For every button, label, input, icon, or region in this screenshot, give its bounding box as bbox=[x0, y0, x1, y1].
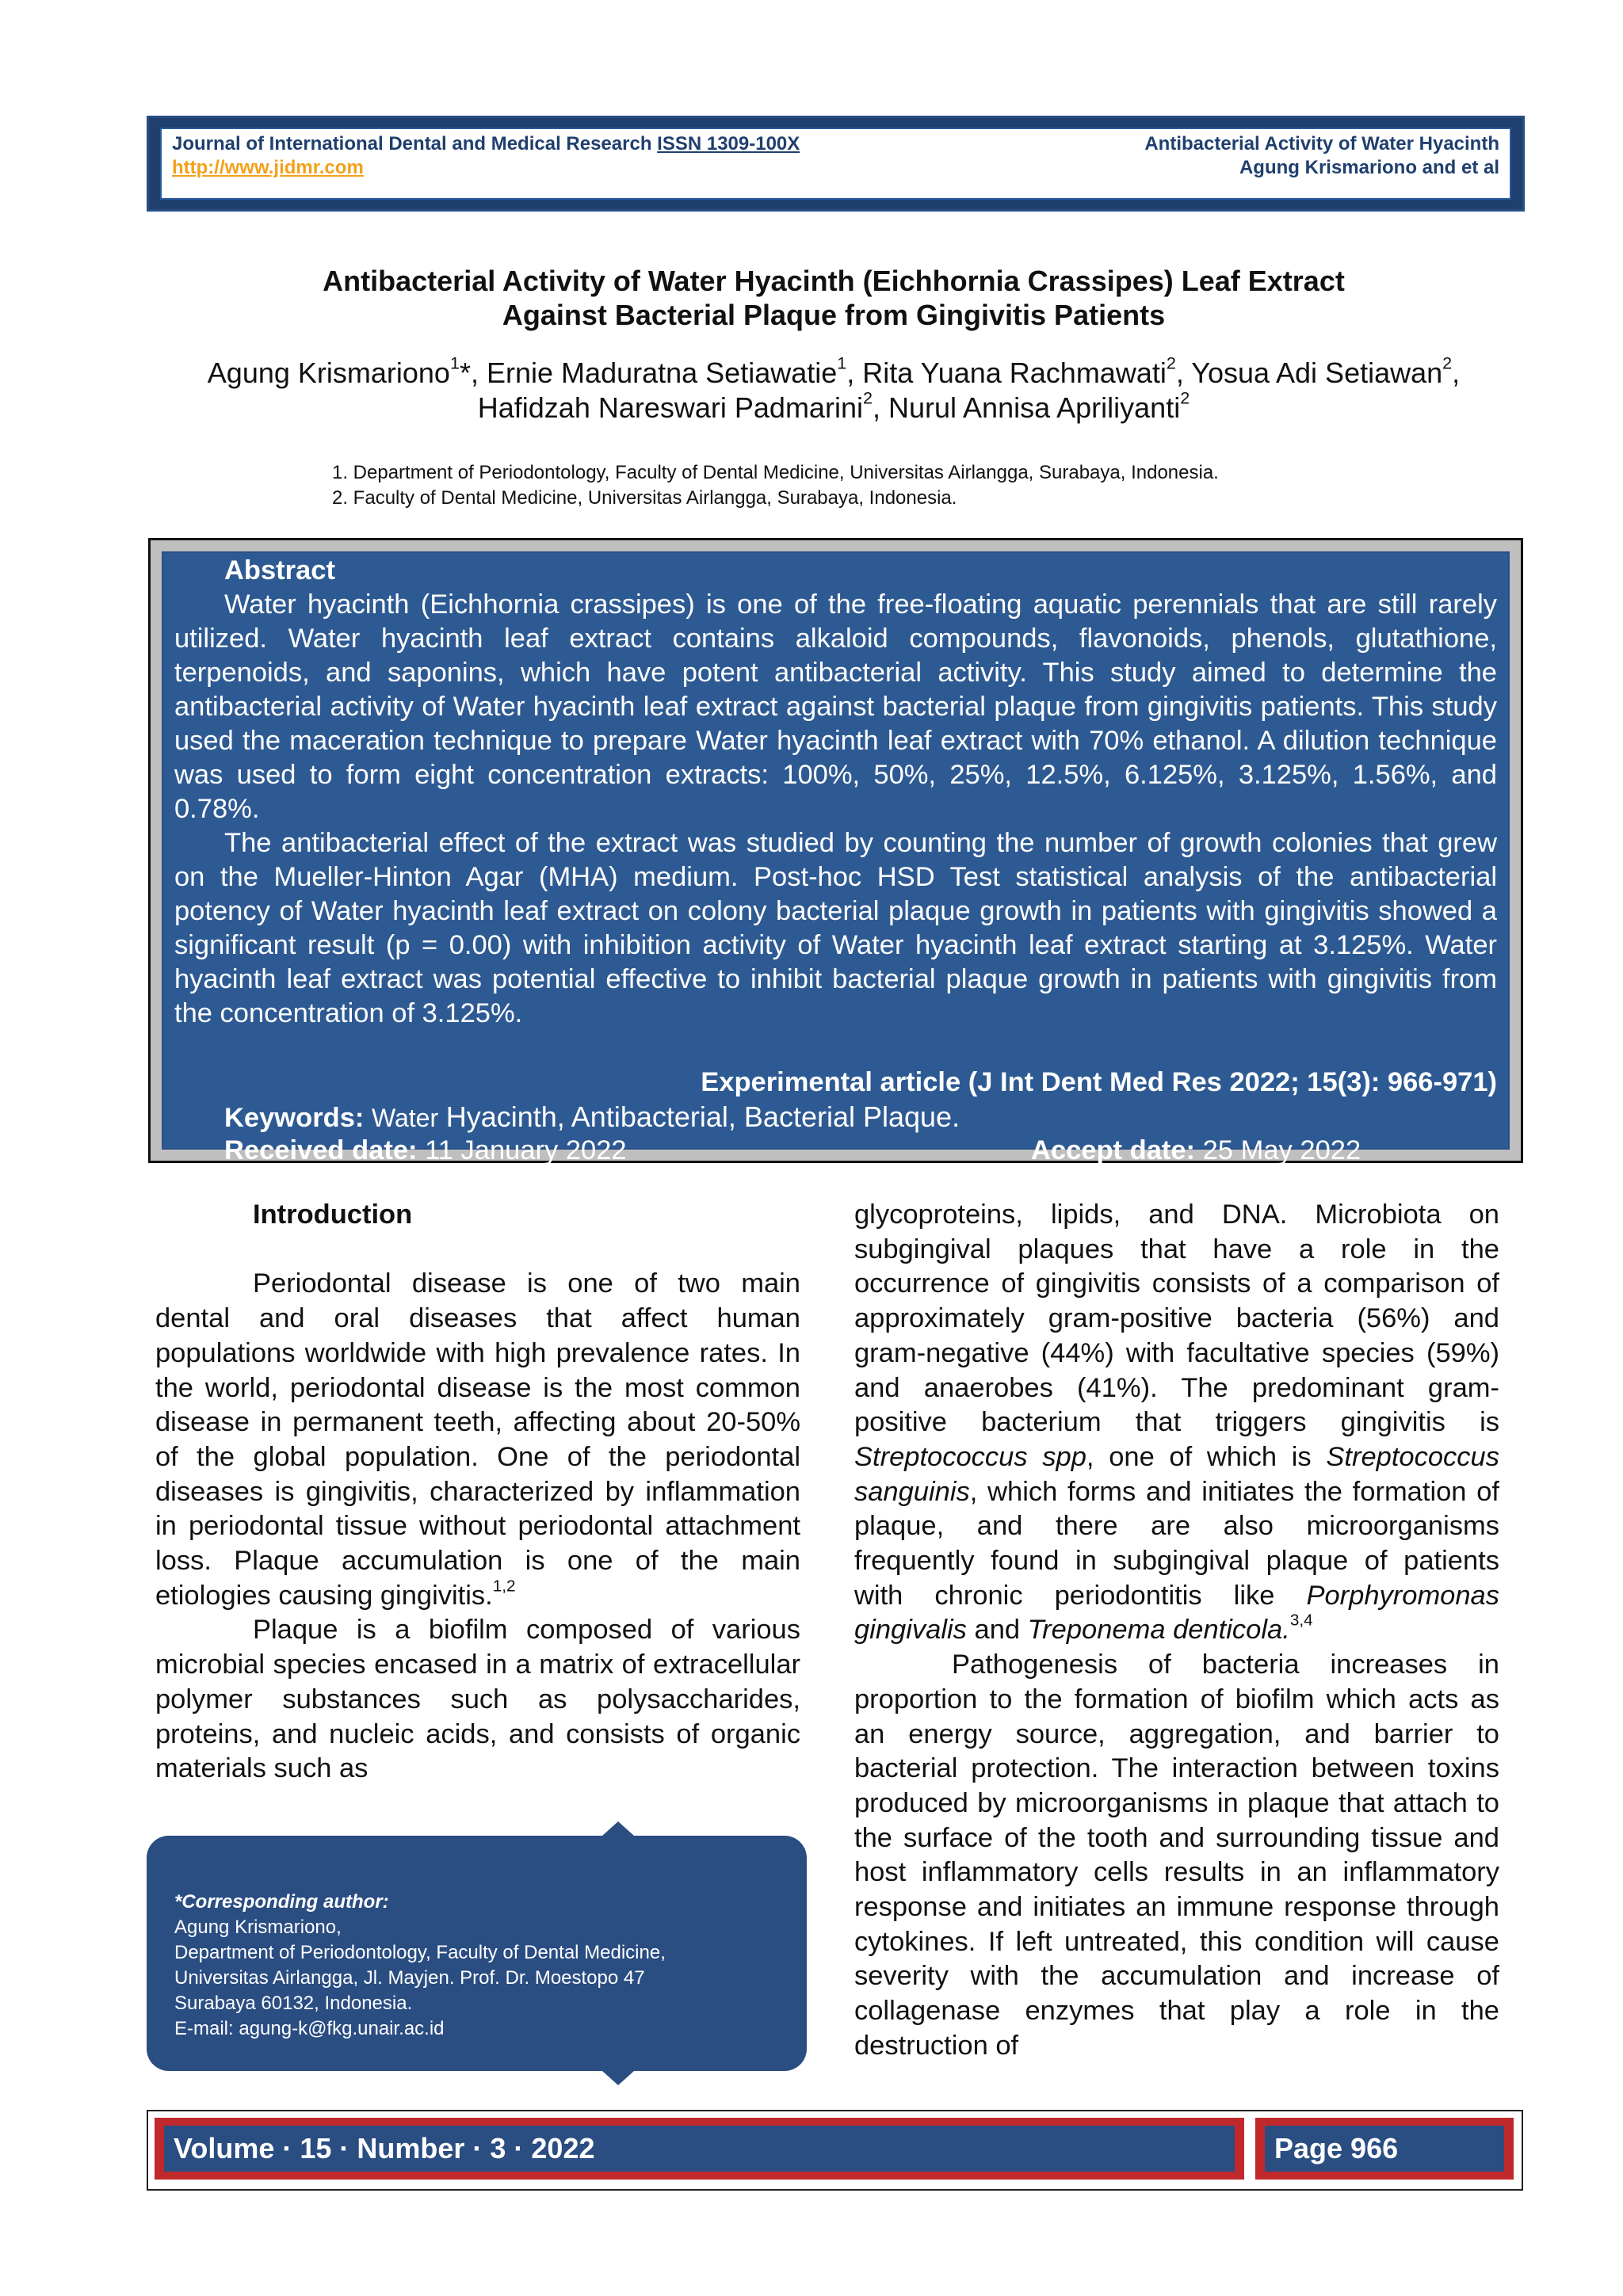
corresponding-line-2: Department of Periodontology, Faculty of Dental Medicine, bbox=[174, 1942, 666, 1963]
keywords-value-first: Water bbox=[371, 1104, 439, 1132]
abstract-heading: Abstract bbox=[224, 555, 335, 585]
abstract-body bbox=[174, 588, 1497, 1031]
corresponding-line-1: Agung Krismariono, bbox=[174, 1917, 342, 1938]
accept-date: 25 May 2022 bbox=[1202, 1135, 1361, 1165]
affiliation-2: 2. Faculty of Dental Medicine, Universitas Airlangga, Surabaya, Indonesia. bbox=[332, 487, 957, 509]
author-name: Yosua Adi Setiawan bbox=[1191, 357, 1443, 389]
affiliation-1: 1. Department of Periodontology, Faculty of Dental Medicine, Universitas Airlangga, Surabaya, Indonesia. bbox=[332, 462, 1219, 483]
footer-page-box bbox=[1255, 2118, 1514, 2180]
abstract-box bbox=[148, 538, 1523, 1163]
species-name: Streptococcus sanguinis bbox=[854, 1441, 1499, 1507]
abstract-paragraph-1: Water hyacinth (Eichhornia crassipes) is one of the free-floating aquatic perennials that are still rarely utilized. Water hyacinth leaf extract contains alkaloid compounds, flavonoids, phenols, glutathione, terpenoids, and saponins, which have potent antibacterial activity. This study aimed to determine the antibacterial activity of Water hyacinth leaf extract against bacterial plaque from gingivitis patients. This study used the maceration technique to prepare Water hyacinth leaf extract with 70% ethanol. A dilution technique was used to form eight concentration extracts: 100%, 50%, 25%, 12.5%, 6.125%, 3.125%, 1.56%, and 0.78%. bbox=[174, 589, 1497, 824]
received-date-line bbox=[224, 1134, 627, 1168]
box-notch-bottom bbox=[602, 2071, 634, 2085]
citation-ref: 1,2 bbox=[492, 1577, 516, 1596]
article-title-line-2: Against Bacterial Plaque from Gingivitis Patients bbox=[502, 299, 1166, 331]
abstract-paragraph-2: The antibacterial effect of the extract was studied by counting the number of growth colonies that grew on the Mueller-Hinton Agar (MHA) medium. Post-hoc HSD Test statistical analysis of the antibacterial potency of Water hyacinth leaf extract on colony bacterial plaque growth in patients with gingivitis showed a significant result (p = 0.00) with inhibition activity of Water hyacinth leaf extract starting at 3.125%. Water hyacinth leaf extract was potential effective to inhibit bacterial plaque growth in patients with gingivitis from the concentration of 3.125%. bbox=[174, 828, 1497, 1028]
issn-link[interactable]: ISSN 1309-100X bbox=[657, 133, 800, 154]
right-column bbox=[854, 1198, 1499, 2064]
corresponding-author-box bbox=[147, 1836, 807, 2071]
corresponding-line-3: Universitas Airlangga, Jl. Mayjen. Prof. Dr. Moestopo 47 bbox=[174, 1967, 645, 1989]
abstract-panel bbox=[162, 551, 1510, 1165]
author-name: Rita Yuana Rachmawati bbox=[862, 357, 1167, 389]
footer-volume: Volume · 15 · Number · 3 · 2022 bbox=[164, 2126, 1235, 2172]
corresponding-email[interactable]: E-mail: agung-k@fkg.unair.ac.id bbox=[174, 2018, 445, 2039]
corresponding-mark: * bbox=[459, 357, 471, 389]
journal-name: Journal of International Dental and Medical Research bbox=[172, 133, 652, 154]
section-heading-introduction: Introduction bbox=[253, 1199, 413, 1230]
right-paragraph-2: Pathogenesis of bacteria increases in proportion to the formation of biofilm which acts as an energy source, aggregation, and barrier to bacterial protection. The interaction between toxins produced by microorganisms in plaque that attach to the surface of the tooth and surrounding tissue and host inflammatory cells results in an inflammatory response and initiates an immune response through cytokines. If left untreated, this condition will cause severity with the accumulation and increase of collagenase enzymes that play a role in the destruction of bbox=[854, 1650, 1499, 2061]
intro-paragraph-1 bbox=[155, 1267, 800, 1613]
author-affiliation-number: 2 bbox=[1442, 353, 1453, 373]
received-date: 11 January 2022 bbox=[425, 1135, 627, 1165]
citation-ref: 3,4 bbox=[1289, 1611, 1313, 1630]
article-title-line-1: Antibacterial Activity of Water Hyacinth (Eichhornia Crassipes) Leaf Extract bbox=[323, 265, 1345, 297]
journal-header bbox=[147, 116, 1525, 212]
keywords-label: Keywords: bbox=[224, 1103, 365, 1133]
blank-line bbox=[155, 1233, 800, 1268]
box-notch-top bbox=[602, 1821, 634, 1836]
page-footer bbox=[147, 2110, 1523, 2191]
left-column bbox=[155, 1198, 800, 1787]
author-name: Nurul Annisa Apriliyanti bbox=[888, 391, 1181, 424]
received-label: Received date: bbox=[224, 1135, 418, 1165]
keywords-line bbox=[224, 1100, 960, 1135]
author-name: Agung Krismariono bbox=[207, 357, 450, 389]
keywords-value: Hyacinth, Antibacterial, Bacterial Plaque. bbox=[445, 1100, 960, 1133]
author-name: Ernie Maduratna Setiawatie bbox=[487, 357, 838, 389]
footer-volume-box bbox=[155, 2118, 1244, 2180]
author-affiliation-number: 1 bbox=[837, 353, 847, 373]
species-name: Porphyromonas gingivalis bbox=[854, 1580, 1499, 1646]
author-name: Hafidzah Nareswari Padmarini bbox=[477, 391, 863, 424]
article-type-citation: Experimental article (J Int Dent Med Res 2022; 15(3): 966-971) bbox=[701, 1067, 1497, 1097]
running-title: Antibacterial Activity of Water Hyacinth bbox=[1144, 133, 1499, 154]
author-list-line-2: Hafidzah Nareswari Padmarini$^2$, Nurul Annisa Apriliyanti$^2$ bbox=[477, 387, 1190, 424]
running-authors: Agung Krismariono and et al bbox=[1239, 157, 1499, 178]
author-affiliation-number: 2 bbox=[1180, 387, 1190, 408]
accept-label: Accept date: bbox=[1031, 1135, 1196, 1165]
journal-name-line bbox=[172, 132, 800, 156]
species-name: Treponema denticola. bbox=[1027, 1615, 1290, 1646]
intro-paragraph-1-text: Periodontal disease is one of two main dental and oral diseases that affect human populations worldwide with high prevalence rates. In the world, periodontal disease is the most common disease in permanent teeth, affecting about 20-50% of the global population. One of the periodontal diseases is gingivitis, characterized by inflammation in periodontal tissue without periodontal attachment loss. Plaque accumulation is one of the main etiologies causing gingivitis. bbox=[155, 1268, 800, 1611]
accept-date-line bbox=[1031, 1134, 1361, 1168]
corresponding-line-4: Surabaya 60132, Indonesia. bbox=[174, 1993, 413, 2014]
author-list-line-1: Agung Krismariono$^1$*, Ernie Maduratna Setiawatie$^1$, Rita Yuana Rachmawati$^2$, Yosua Adi Setiawan$^2$, bbox=[207, 353, 1461, 389]
species-name: Streptococcus spp bbox=[854, 1441, 1086, 1472]
journal-url-link[interactable]: http://www.jidmr.com bbox=[172, 157, 364, 178]
author-affiliation-number: 2 bbox=[1166, 353, 1176, 373]
journal-header-inner bbox=[160, 128, 1511, 200]
intro-paragraph-2: Plaque is a biofilm composed of various microbial species encased in a matrix of extracellular polymer substances such as polysaccharides, proteins, and nucleic acids, and consists of organic materials such as bbox=[155, 1615, 800, 1784]
corresponding-label: *Corresponding author: bbox=[174, 1891, 389, 1913]
author-affiliation-number: 2 bbox=[862, 387, 873, 408]
right-paragraph-1: glycoproteins, lipids, and DNA. Microbiota on subgingival plaques that have a role in the occurrence of gingivitis consists of a comparison of approximately gram-positive bacteria (56%) and gram-negative (44%) with facultative species (59%) and anaerobes (41%). The predominant gram-positive bacterium that triggers gingivitis is Streptococcus spp, one of which is Streptococcus sanguinis, which forms and initiates the formation of plaque, and there are also microorganisms frequently found in subgingival plaque of patients with chronic periodontitis like Porphyromonas gingivalis and Treponema denticola.$^{3,4}$ bbox=[854, 1199, 1499, 1646]
author-affiliation-number: 1 bbox=[449, 353, 460, 373]
footer-page-number: Page 966 bbox=[1265, 2126, 1504, 2172]
